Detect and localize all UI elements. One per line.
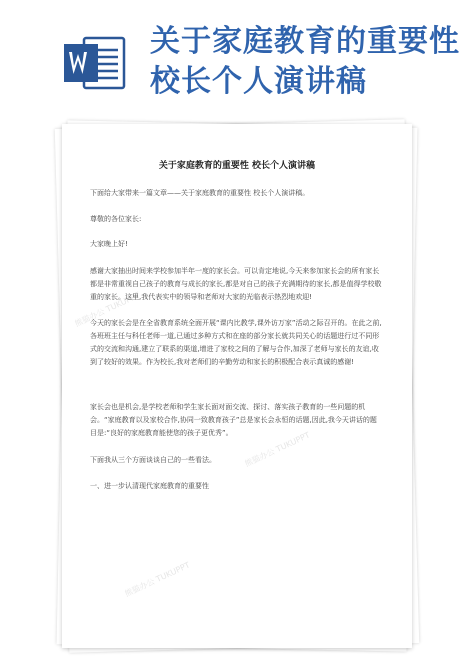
watermark-text: 熊猫办公 TUKUPPT	[73, 290, 142, 329]
paragraph-welcome: 感谢大家抽出时间来学校参加半年一度的家长会。可以肯定地说,今天来参加家长会的所有家长都是非常重视自己孩子的教育与成长的家长,都是对自己的孩子充满期待的家长,都是值得学校敬重的家长。这里,我代表实中的领导和老师对大家的光临表示热烈地欢迎!	[90, 267, 382, 301]
paragraph-greeting: 大家晚上好!	[90, 240, 128, 248]
paragraph-outline: 下面我从三个方面谈谈自己的一些看法。	[90, 456, 216, 464]
paragraph-topic: 家长会也是机会,是学校老师和学生家长面对面交流、探讨、落实孩子教育的一些问题的机会。“家庭教育以及家校合作,协同一致教育孩子”总是家长会永恒的话题,因此,我今天讲话的题目是:“良好的家庭教育能使您的孩子更优秀”。	[90, 403, 377, 437]
paragraph-salutation: 尊敬的各位家长:	[90, 215, 142, 223]
document-page	[62, 124, 412, 648]
document-title: 关于家庭教育的重要性 校长个人演讲稿	[158, 161, 316, 171]
paragraph-meeting: 今天的家长会是在全省教育系统全面开展“课内比教学,课外访万家”活动之际召开的。在此之前,各班班主任与科任老师一道,已通过多种方式和在座的部分家长就共同关心的话题进行过不同形式的交流和沟通,建立了联系的渠道,增进了家校之间的了解与合作,加深了老师与家长的友谊,收到了较好的效果。作为校长,我对老师们的辛勤劳动和家长的积极配合表示真诚的感谢!	[90, 319, 382, 366]
watermark-text: 熊猫办公 TUKUPPT	[243, 430, 312, 469]
paragraph-intro: 下面给大家带来一篇文章——关于家庭教育的重要性 校长个人演讲稿。	[90, 189, 310, 197]
watermark-text: 熊猫办公 TUKUPPT	[123, 560, 192, 599]
page-title: 关于家庭教育的重要性校长个人演讲稿	[150, 24, 460, 99]
section-heading: 一、进一步认清现代家庭教育的重要性	[90, 482, 209, 490]
header-banner	[0, 0, 474, 112]
word-document-icon	[64, 36, 126, 90]
